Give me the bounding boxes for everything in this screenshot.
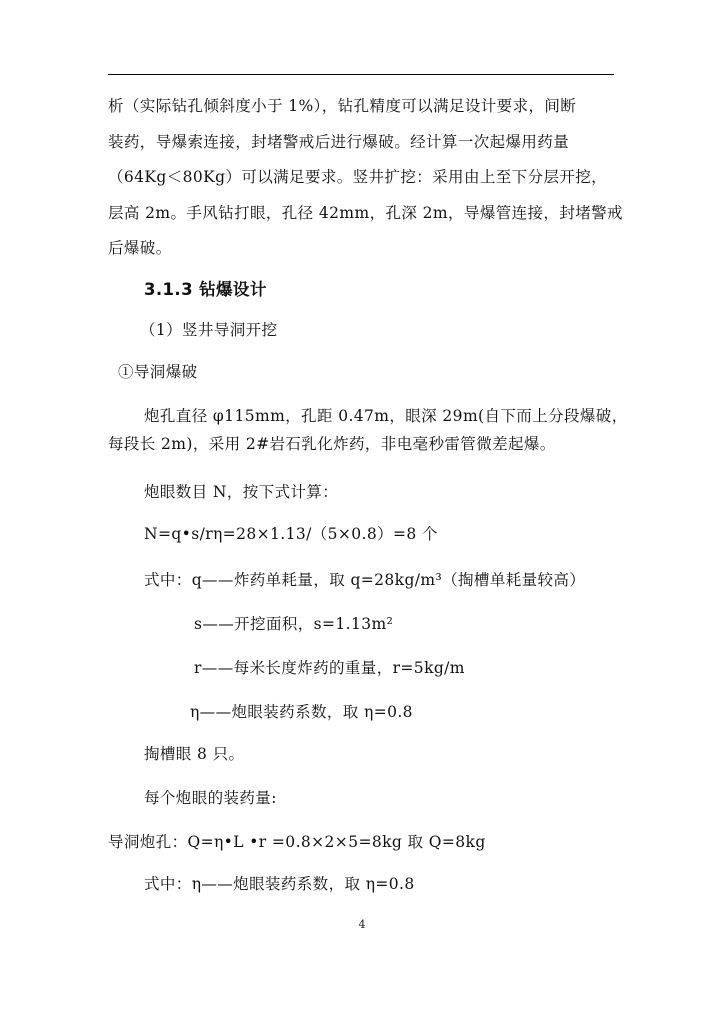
paragraph-line: 析（实际钻孔倾斜度小于 1%），钻孔精度可以满足设计要求，间断 bbox=[108, 97, 577, 115]
formula-definition: s——开挖面积，s=1.13m² bbox=[194, 615, 394, 633]
paragraph-line: 炮孔直径 φ115mm，孔距 0.47m，眼深 29m(自下而上分段爆破， bbox=[144, 407, 628, 425]
paragraph-line: 后爆破。 bbox=[108, 239, 172, 257]
paragraph-line: 掏槽眼 8 只。 bbox=[144, 745, 245, 763]
formula-definition: 式中：q——炸药单耗量，取 q=28kg/m³（掏槽单耗量较高） bbox=[144, 571, 586, 589]
formula-line: N=q•s/rη=28×1.13/（5×0.8）=8 个 bbox=[144, 525, 438, 543]
paragraph-line: 每段长 2m)，采用 2#岩石乳化炸药，非电毫秒雷管微差起爆。 bbox=[108, 435, 556, 453]
paragraph-line: 层高 2m。手风钻打眼，孔径 42mm，孔深 2m，导爆管连接，封堵警戒 bbox=[108, 204, 623, 222]
formula-definition: η——炮眼装药系数，取 η=0.8 bbox=[190, 703, 413, 721]
paragraph-line: 炮眼数目 N，按下式计算： bbox=[144, 483, 339, 501]
formula-definition: 式中：η——炮眼装药系数，取 η=0.8 bbox=[144, 875, 415, 893]
item-heading: ①导洞爆破 bbox=[118, 363, 198, 381]
formula-line: 导洞炮孔：Q=η•L •r =0.8×2×5=8kg 取 Q=8kg bbox=[108, 833, 486, 851]
formula-definition: r——每米长度炸药的重量，r=5kg/m bbox=[194, 659, 465, 677]
section-heading: 3.1.3 钻爆设计 bbox=[144, 280, 267, 299]
page-number: 4 bbox=[358, 918, 366, 931]
paragraph-line: 每个炮眼的装药量: bbox=[144, 789, 277, 807]
header-rule bbox=[108, 74, 614, 75]
subsection-heading: （1）竖井导洞开挖 bbox=[140, 321, 278, 339]
paragraph-line: （64Kg＜80Kg）可以满足要求。竖井扩挖：采用由上至下分层开挖， bbox=[108, 168, 608, 186]
paragraph-line: 装药，导爆索连接，封堵警戒后进行爆破。经计算一次起爆用药量 bbox=[108, 133, 570, 151]
